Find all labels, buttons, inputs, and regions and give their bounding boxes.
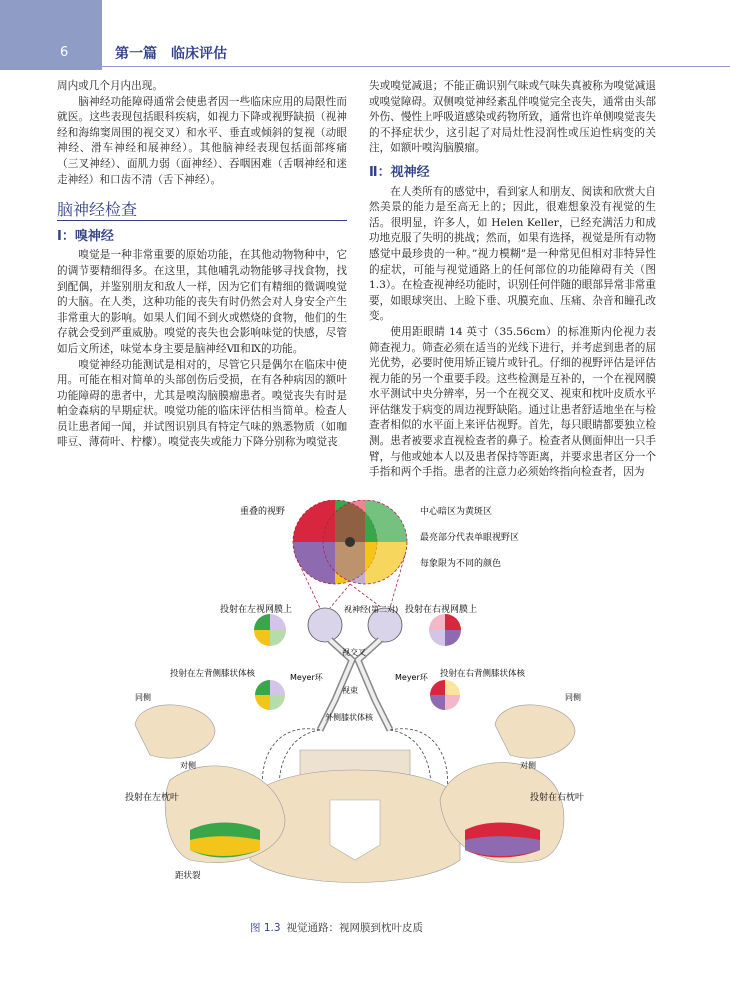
visual-pathway-figure	[120, 500, 620, 910]
label-ipsi-left: 同侧	[135, 693, 151, 702]
header-rule	[102, 66, 730, 67]
right-retina-icon	[429, 614, 461, 646]
left-column	[57, 79, 347, 451]
left-eye	[308, 608, 342, 642]
paragraph: 失或嗅觉减退；不能正确识别气味或气味失真被称为嗅觉减退或嗅觉障碍。双侧嗅觉神经紊乱伴嗅觉完全丧失，通常由头部外伤、慢性上呼吸道感染或药物所致，通常也许单侧嗅觉丧失的不择症状少，这引起了对局灶性浸润性或压迫性病变的关注，如额叶嗅沟脑膜瘤。	[369, 80, 656, 155]
page-header	[0, 0, 730, 70]
label-left-lgn: 投射在左背侧膝状体核	[170, 669, 256, 679]
subsection-title: Ⅱ：视神经	[369, 164, 430, 180]
paragraph: 使用距眼睛 14 英寸（35.56cm）的标准斯内伦视力表筛查视力。筛查必须在适当的光线下进行，并考虑到患者的屈光优势，必要时使用矫正镜片或针孔。仔细的视野评估是评估视力能的另一个重要手段。这些检测是互补的，一个在视网膜水平测试中央分辨率，另一个在视交叉、视束和枕叶皮质水平评估继发于病变的周边视野缺陷。通过让患者舒适地坐在与检查者相似的水平面上来评估视野。首先，每只眼睛都要独立检测。患者被要求直视检查者的鼻子。检查者从侧面伸出一只手臂，与他或她本人以及患者保持等距离，并要求患者区分一个手指和两个手指。患者的注意力必须始终指向检查者，因为	[369, 325, 656, 479]
label-right-lgn: 投射在右背侧膝状体核	[440, 669, 526, 679]
label-meyer-right: Meyer环	[395, 673, 428, 682]
label-optic-tract: 视束	[342, 686, 358, 695]
left-retina-icon	[254, 614, 286, 646]
label-chiasm: 视交叉	[342, 648, 366, 657]
paragraph: 脑神经功能障碍通常会使患者因一些临床应用的局限性而就医。这些表现包括眼科疾病，如视力下降或视野缺损（视神经和海绵窦周围的视交叉）和水平、垂直或倾斜的复视（动眼神经、滑车神经和展神经）。其他脑神经表现包括面部疼痛（三叉神经）、面肌力弱（面神经）、吞咽困难（舌咽神经和迷走神经）和口齿不清（舌下神经）。	[57, 95, 347, 186]
label-center-dark: 中心暗区为黄斑区	[420, 507, 493, 517]
label-overlap: 重叠的视野	[240, 507, 286, 517]
right-column	[369, 79, 656, 481]
page-number: 6	[60, 45, 69, 60]
section-title: 脑神经检查	[57, 202, 347, 221]
visual-field-right	[323, 500, 407, 584]
macula-center	[345, 537, 355, 547]
label-meyer-left: Meyer环	[290, 673, 323, 682]
header-color-bar	[0, 0, 102, 70]
subsection-title: Ⅰ：嗅神经	[57, 228, 114, 244]
label-contra-right: 对侧	[520, 761, 536, 770]
caption-text: 视觉通路：视网膜到枕叶皮质	[286, 922, 424, 934]
paragraph: 嗅觉是一种非常重要的原始功能，在其他动物物种中，它的调节要精细得多。在这里，其他哺乳动物能够寻找食物，找到配偶，并鉴别朋友和敌人一样，因为它们有精细的微调嗅觉的大脑。在人类，这种功能的丧失有时仍然会对人身安全产生非常重大的影响。如果人们闻不到火或燃烧的食物，他们的生存就会受到严重威胁。嗅觉的丧失也会影响味觉的快感，尽管如后文所述，味觉本身主要是脑神经Ⅶ和Ⅸ的功能。	[57, 249, 347, 355]
label-contra-left: 对侧	[180, 761, 196, 770]
left-lgn-icon	[255, 680, 285, 710]
left-occipital-lobe	[165, 766, 285, 863]
label-right-occ: 投射在右枕叶	[530, 793, 585, 803]
label-quadrant-color: 每象限为不同的颜色	[420, 559, 502, 569]
paragraph: 嗅觉神经功能测试是相对的，尽管它只是偶尔在临床中使用。可能在相对简单的头部创伤后受损，在有各种病因的额叶功能障碍的患者中，尤其是嗅沟脑膜瘤患者。嗅觉丧失有时是帕金森病的早期症状。嗅觉功能的临床评估相当简单。检查人员让患者闻一闻，并试图识别具有特定气味的熟悉物质（如咖啡豆、薄荷叶、柠檬）。嗅觉丧失或能力下降分别称为嗅觉丧	[57, 358, 347, 449]
paragraph: 在人类所有的感觉中，看到家人和朋友、阅读和欣赏大自然美景的能力是至高无上的；因此，很难想象没有视觉的生活。很明显，许多人，如 Helen Keller，已经充满活力和成功地克服了失明的挑战；然而，如果有选择，视觉是所有动物感觉中最珍贵的一种。”视力模糊”是一种常见但相对非特异性的症状，可能与视觉通路上的任何部位的功能障碍有关（图 1.3）。在检查视神经功能时，识别任何伴随的眼部异常非常重要，如眼球突出、上睑下垂、巩膜充血、压痛、杂音和瞳孔改变。	[369, 185, 656, 323]
figure-caption	[250, 920, 423, 935]
label-lgn: 外侧膝状体核	[325, 713, 373, 722]
label-left-occ: 投射在左枕叶	[125, 793, 180, 803]
caption-number: 图 1.3	[250, 922, 281, 934]
label-outer-part: 最亮部分代表单眼视野区	[420, 533, 520, 543]
paragraph: 周内或几个月内出现。	[57, 80, 163, 92]
label-left-retina: 投射在左视网膜上	[220, 605, 293, 615]
label-calcarine: 距状裂	[175, 871, 201, 881]
right-lgn-icon	[430, 680, 460, 710]
chapter-title: 第一篇 临床评估	[115, 46, 227, 62]
label-right-retina: 投射在右视网膜上	[405, 605, 478, 615]
label-ipsi-right: 同侧	[565, 693, 581, 702]
label-optic-nerve: 视神经(第二对)	[344, 605, 399, 614]
